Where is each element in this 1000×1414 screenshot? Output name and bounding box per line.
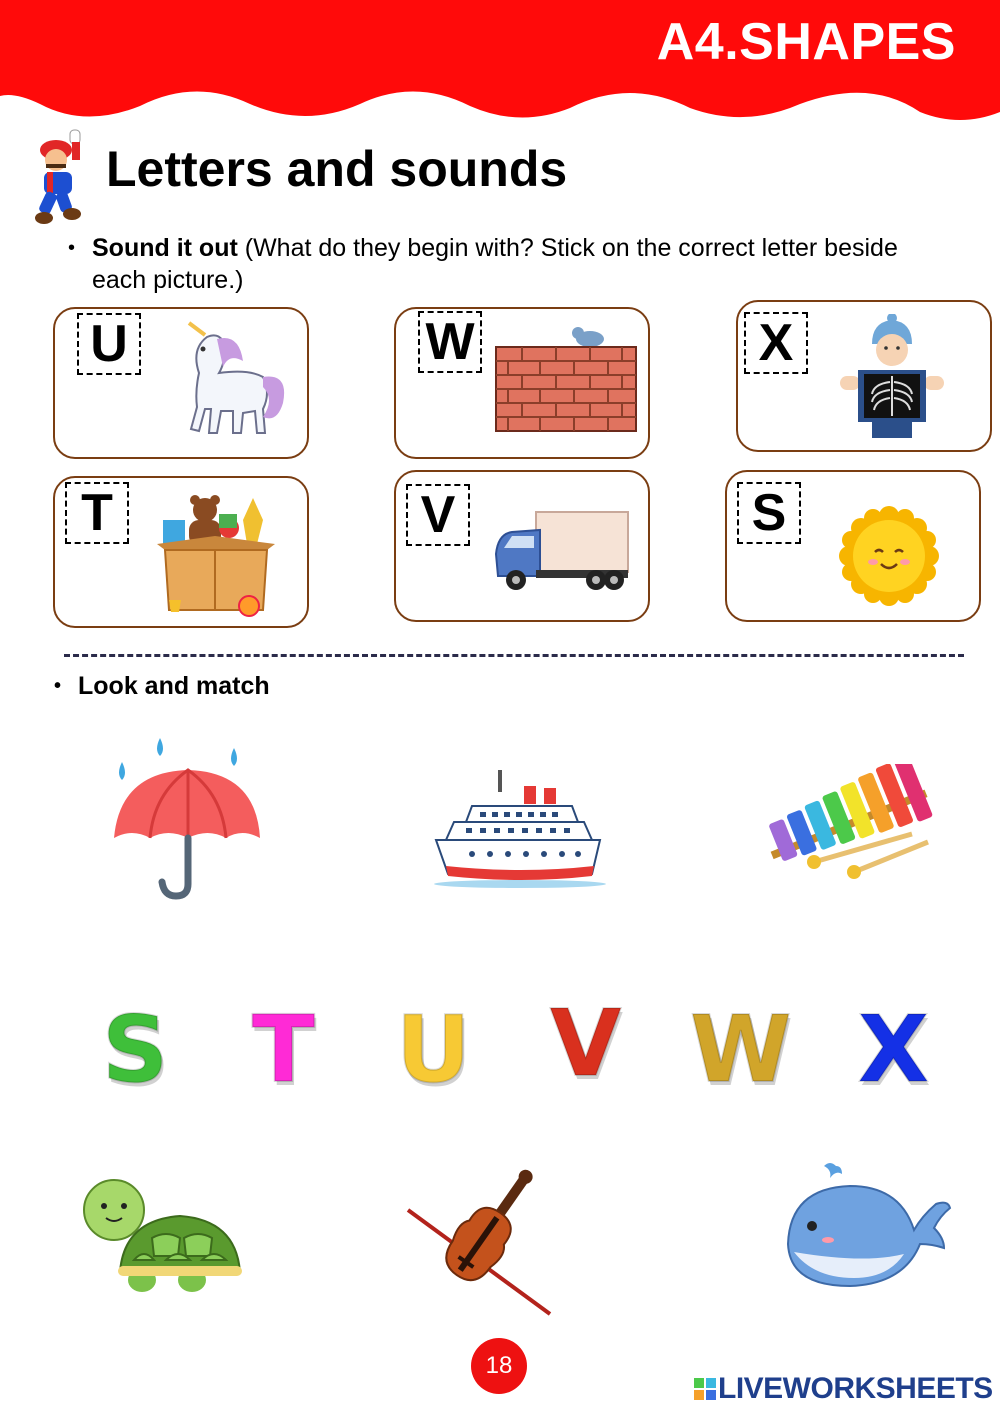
ship-icon[interactable] xyxy=(432,766,608,890)
turtle-icon[interactable] xyxy=(80,1176,244,1300)
letter-slot[interactable]: S xyxy=(737,482,801,544)
match-letter-x[interactable]: X xyxy=(858,996,929,1103)
instruction-bold: Sound it out xyxy=(92,234,238,262)
card-t xyxy=(53,476,309,628)
card-s xyxy=(725,470,981,622)
instruction-text: (What do they begin with? Stick on the correct letter beside each picture.) xyxy=(92,234,898,294)
violin-icon[interactable] xyxy=(404,1158,554,1316)
page-number: 18 xyxy=(471,1338,527,1394)
page-heading: Letters and sounds xyxy=(106,141,568,197)
match-letter-v[interactable]: V xyxy=(550,990,622,1097)
letter-slot[interactable]: W xyxy=(418,311,482,373)
unicorn-icon xyxy=(159,313,289,439)
whale-icon[interactable] xyxy=(784,1160,952,1298)
x-ray-icon xyxy=(832,314,962,440)
brand-name[interactable]: LIVEWORKSHEETS xyxy=(718,1372,993,1405)
section-divider xyxy=(64,654,964,657)
match-letter-u[interactable]: U xyxy=(396,996,471,1103)
letter-slot[interactable]: T xyxy=(65,482,129,544)
van-icon xyxy=(492,508,632,598)
instruction-look-and-match: • Look and match xyxy=(78,670,270,702)
card-u xyxy=(53,307,309,459)
sun-icon xyxy=(839,506,939,606)
match-letter-s[interactable]: S xyxy=(102,996,169,1103)
instruction-sound-it-out xyxy=(92,232,912,296)
card-v xyxy=(394,470,650,622)
letter-slot[interactable]: V xyxy=(406,484,470,546)
letter-slot[interactable]: U xyxy=(77,313,141,375)
mario-mascot-icon xyxy=(34,128,94,228)
match-letter-t[interactable]: T xyxy=(252,996,315,1103)
match-letter-w[interactable]: W xyxy=(690,996,792,1103)
liveworksheets-logo-icon xyxy=(694,1378,716,1400)
unit-title: A4.SHAPES xyxy=(656,13,956,71)
toys-icon xyxy=(149,490,283,618)
card-w xyxy=(394,307,650,459)
xylophone-icon[interactable] xyxy=(762,764,938,884)
card-x xyxy=(736,300,992,452)
letter-slot[interactable]: X xyxy=(744,312,808,374)
wall-icon xyxy=(492,323,640,433)
umbrella-icon[interactable] xyxy=(110,734,266,900)
